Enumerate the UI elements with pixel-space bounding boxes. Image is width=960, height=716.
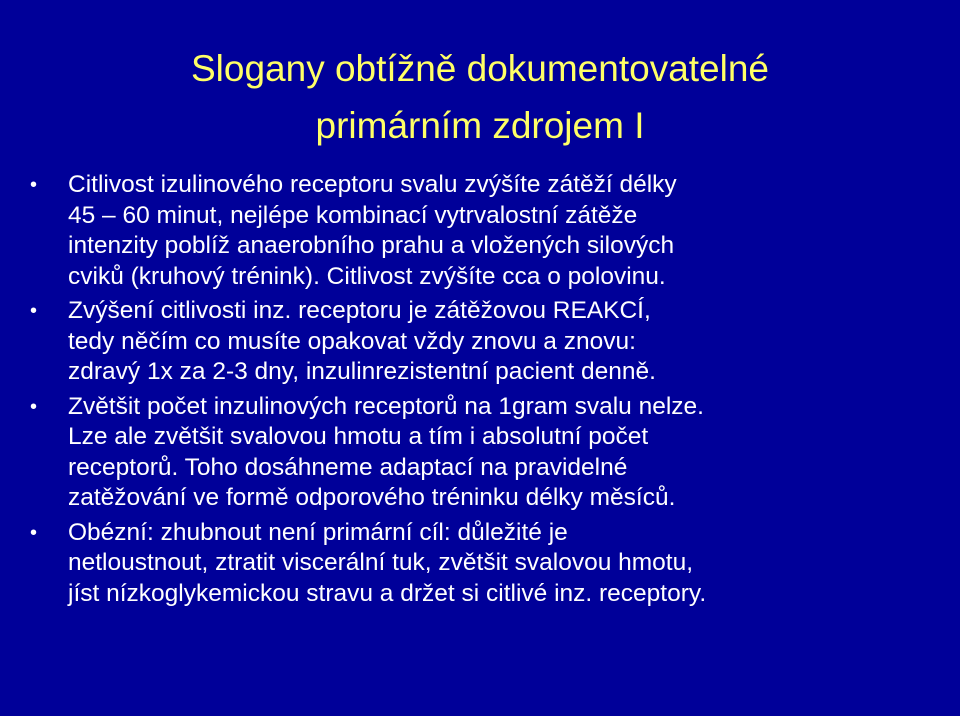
bullet-line: intenzity poblíž anaerobního prahu a vložených silových — [68, 232, 675, 259]
bullet-line: 45 – 60 minut, nejlépe kombinací vytrvalostní zátěže — [68, 201, 638, 229]
bullet-line: Lze ale zvětšit svalovou hmotu a tím i absolutní počet — [68, 423, 649, 450]
bullet-line: netloustnout, ztratit viscerální tuk, zvětšit svalovou hmotu, — [68, 549, 694, 576]
bullet-line: Zvětšit počet inzulinových receptorů na 1gram svalu nelze. — [68, 392, 704, 420]
bullet-line: cviků (kruhový trénink). Citlivost zvýšíte cca o polovinu. — [68, 262, 666, 290]
bullet-dot-icon: • — [30, 395, 38, 418]
bullet-item-4 — [30, 518, 930, 610]
bullet-line: zdravý 1x za 2-3 dny, inzulinrezistentní pacient denně. — [68, 358, 656, 385]
bullet-item-2 — [30, 296, 930, 388]
bullet-line: Citlivost izulinového receptoru svalu zvýšíte zátěží délky — [68, 171, 677, 198]
bullet-line: receptorů. Toho dosáhneme adaptací na pravidelné — [68, 453, 628, 481]
title-line-1: Slogany obtížně dokumentovatelné — [190, 48, 770, 89]
title-line-2: primárním zdrojem I — [315, 105, 645, 146]
bullet-dot-icon: • — [30, 521, 38, 544]
bullet-line: Obézní: zhubnout není primární cíl: důležité je — [68, 518, 568, 546]
bullet-dot-icon: • — [30, 300, 38, 322]
bullet-item-1 — [30, 170, 930, 292]
slide-title — [0, 40, 960, 154]
bullet-line: zatěžování ve formě odporového tréninku délky měsíců. — [68, 484, 676, 511]
bullet-list — [30, 170, 930, 613]
bullet-line: tedy něčím co musíte opakovat vždy znovu a znovu: — [68, 327, 636, 355]
bullet-dot-icon: • — [30, 174, 38, 196]
bullet-line: Zvýšení citlivosti inz. receptoru je zátěžovou REAKCÍ, — [68, 297, 651, 324]
bullet-item-3 — [30, 392, 930, 514]
bullet-line: jíst nízkoglykemickou stravu a držet si citlivé inz. receptory. — [68, 579, 707, 607]
